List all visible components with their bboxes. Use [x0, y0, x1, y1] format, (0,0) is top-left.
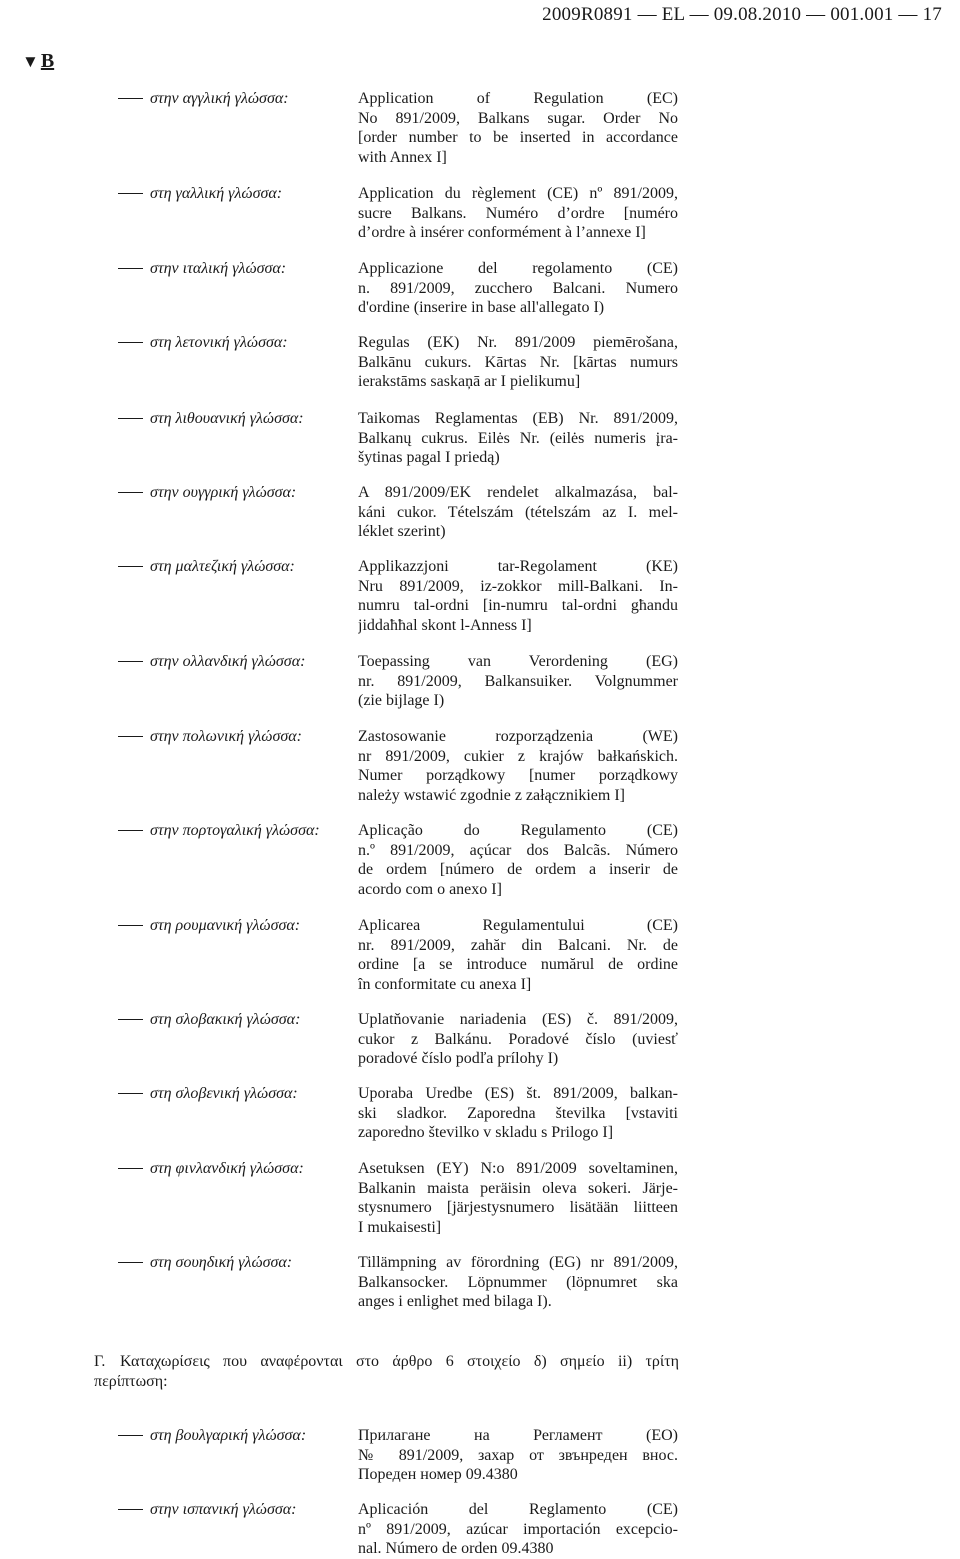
language-label: [118, 652, 305, 672]
entry-text-line: należy wstawić zgodnie z załącznikiem I]: [358, 787, 625, 805]
entry-text-line: poradové číslo podľa prílohy I): [358, 1050, 559, 1068]
entry-text-line: nº 891/2009, azúcar importación excepcio-: [358, 1520, 678, 1538]
entry-text-line: Пореден номер 09.4380: [358, 1466, 518, 1484]
entry-text-line: Application of Regulation (EC): [358, 90, 678, 107]
language-name: στη ρουμανική γλώσσα:: [150, 917, 301, 934]
entry-text: [358, 1159, 678, 1238]
entry-text-line: nal. Número de orden 09.4380: [358, 1540, 554, 1558]
em-dash-rule: [118, 661, 143, 662]
marker-label: B: [40, 50, 55, 72]
entry-text: [358, 259, 678, 318]
language-label: [118, 409, 304, 429]
entry-text-line: ski sladkor. Zaporedna številka [vstaviti: [358, 1104, 678, 1122]
entry-text-line: stysnumero [järjestysnumero lisätään liitteen: [358, 1199, 678, 1217]
entry-text: [358, 821, 678, 900]
entry-text-line: № 891/2009, захар от звънреден внос.: [358, 1446, 678, 1464]
em-dash-rule: [118, 830, 143, 831]
entry-text-line: Application du règlement (CE) nº 891/2009,: [358, 185, 678, 202]
entry-text-line: jiddaħħal skont l-Anness I]: [358, 617, 532, 635]
section-heading-line-1: [94, 1352, 679, 1372]
entry-text: [358, 916, 678, 995]
entry-text: [358, 1253, 678, 1312]
entry-text-line: Nru 891/2009, iz-zokkor mill-Balkani. In-: [358, 577, 678, 595]
entry-text-line: d’ordre à insérer conformément à l’annexe I]: [358, 224, 646, 242]
entry-text-line: Tillämpning av förordning (EG) nr 891/2009,: [358, 1254, 678, 1271]
triangle-down-icon: ▼: [22, 52, 39, 71]
language-label: [118, 727, 302, 747]
entry-text-line: Balkanų cukrus. Eilės Nr. (eilės numeris įra-: [358, 429, 678, 447]
language-name: στη λετονική γλώσσα:: [150, 334, 288, 351]
language-name: στην ουγγρική γλώσσα:: [150, 484, 297, 501]
language-name: στην πορτογαλική γλώσσα:: [150, 822, 320, 839]
language-name: στην ιταλική γλώσσα:: [150, 260, 287, 277]
entry-text-line: A 891/2009/EK rendelet alkalmazása, bal-: [358, 484, 678, 501]
entry-text: [358, 652, 678, 711]
amendment-marker: [22, 50, 54, 73]
entry-text-line: cukor z Balkánu. Poradové číslo (uviesť: [358, 1030, 678, 1048]
entry-text-line: Прилагане на Регламент (ЕО): [358, 1427, 678, 1444]
entry-text-line: Zastosowanie rozporządzenia (WE): [358, 728, 678, 745]
entry-text-line: nr. 891/2009, zahăr din Balcani. Nr. de: [358, 936, 678, 954]
language-label: [118, 1010, 300, 1030]
em-dash-rule: [118, 193, 143, 194]
entry-text-line: nr. 891/2009, Balkansuiker. Volgnummer: [358, 672, 678, 690]
entry-text-line: I mukaisesti]: [358, 1219, 442, 1237]
em-dash-rule: [118, 98, 143, 99]
entry-text-line: šytinas pagal I priedą): [358, 449, 500, 467]
entry-text-line: Uporaba Uredbe (ES) št. 891/2009, balkan-: [358, 1085, 678, 1102]
entry-text-line: Balkansocker. Löpnummer (löpnumret ska: [358, 1273, 678, 1291]
entry-text: [358, 1010, 678, 1069]
entry-text: [358, 1084, 678, 1143]
language-name: στη βουλγαρική γλώσσα:: [150, 1427, 307, 1444]
entry-text: [358, 89, 678, 168]
entry-text-line: de ordem [número de ordem a inserir de: [358, 861, 678, 879]
entry-text: [358, 727, 678, 806]
language-label: [118, 333, 288, 353]
language-label: [118, 1426, 306, 1446]
em-dash-rule: [118, 1168, 143, 1169]
entry-text-line: Asetuksen (EY) N:o 891/2009 soveltaminen,: [358, 1160, 678, 1177]
language-label: [118, 1500, 296, 1520]
entry-text-line: Aplicación del Reglamento (CE): [358, 1501, 678, 1518]
entry-text: [358, 1426, 678, 1485]
entry-text-line: d'ordine (inserire in base all'allegato I): [358, 299, 605, 317]
entry-text-line: (zie bijlage I): [358, 692, 445, 710]
section-gamma: [94, 1352, 679, 1391]
language-label: [118, 483, 296, 503]
language-label: [118, 184, 282, 204]
entry-text: [358, 483, 678, 542]
entry-text-line: léklet szerint): [358, 523, 446, 541]
language-label: [118, 821, 320, 841]
entry-text: [358, 1500, 678, 1559]
entry-text-line: ordine [a se introduce numărul de ordine: [358, 956, 678, 974]
entry-text-line: Uplatňovanie nariadenia (ES) č. 891/2009,: [358, 1011, 678, 1028]
language-name: στη σλοβακική γλώσσα:: [150, 1011, 301, 1028]
language-label: [118, 916, 300, 936]
language-name: στη σλοβενική γλώσσα:: [150, 1085, 298, 1102]
section-heading-line-2: περίπτωση:: [94, 1372, 168, 1390]
section-heading-text: Καταχωρίσεις που αναφέρονται στο άρθρο 6 στοιχείο δ) σημείο ii) τρίτη: [120, 1353, 679, 1370]
entry-text-line: Balkanin maista peräisin oleva sokeri. Järje-: [358, 1179, 678, 1197]
entry-text-line: Applicazione del regolamento (CE): [358, 260, 678, 277]
entry-text-line: with Annex I]: [358, 149, 447, 167]
language-name: στη λιθουανική γλώσσα:: [150, 410, 304, 427]
section-letter: Γ.: [94, 1353, 106, 1370]
entry-text-line: anges i enlighet med bilaga I).: [358, 1293, 552, 1311]
em-dash-rule: [118, 342, 143, 343]
em-dash-rule: [118, 1435, 143, 1436]
entry-text-line: nr 891/2009, cukier z krajów bałkańskich.: [358, 747, 678, 765]
entry-text-line: în conformitate cu anexa I]: [358, 976, 532, 994]
entry-text-line: acordo com o anexo I]: [358, 881, 502, 899]
language-name: στην αγγλική γλώσσα:: [150, 90, 289, 107]
em-dash-rule: [118, 1509, 143, 1510]
entry-text-line: [order number to be inserted in accordance: [358, 129, 678, 147]
language-name: στη σουηδική γλώσσα:: [150, 1254, 293, 1271]
entry-text-line: Aplicação do Regulamento (CE): [358, 822, 678, 839]
entry-text-line: Balkānu cukurs. Kārtas Nr. [kārtas numurs: [358, 353, 678, 371]
document-reference-header: 2009R0891 — EL — 09.08.2010 — 001.001 — 17: [542, 4, 942, 25]
em-dash-rule: [118, 925, 143, 926]
entry-text-line: zaporedno številko v skladu s Prilogo I]: [358, 1124, 614, 1142]
entry-text: [358, 333, 678, 392]
entry-text-line: n.º 891/2009, açúcar dos Balcãs. Número: [358, 841, 678, 859]
language-label: [118, 557, 295, 577]
entry-text: [358, 184, 678, 243]
entry-text-line: numru tal-ordni [in-numru tal-ordni għandu: [358, 597, 678, 615]
entry-text: [358, 557, 678, 636]
language-label: [118, 259, 286, 279]
entry-text-line: ierakstāms saskaņā ar I pielikumu]: [358, 373, 581, 391]
entry-text-line: n. 891/2009, zucchero Balcani. Numero: [358, 279, 678, 297]
entry-text-line: Applikazzjoni tar-Regolament (KE): [358, 558, 678, 575]
entry-text-line: Numer porządkowy [numer porządkowy: [358, 767, 678, 785]
em-dash-rule: [118, 1262, 143, 1263]
language-name: στη γαλλική γλώσσα:: [150, 185, 283, 202]
language-label: [118, 1159, 304, 1179]
entry-text-line: Taikomas Reglamentas (EB) Nr. 891/2009,: [358, 410, 678, 427]
em-dash-rule: [118, 418, 143, 419]
language-label: [118, 1084, 298, 1104]
entry-text-line: No 891/2009, Balkans sugar. Order No: [358, 109, 678, 127]
language-label: [118, 1253, 292, 1273]
language-name: στην ολλανδική γλώσσα:: [150, 653, 306, 670]
em-dash-rule: [118, 1093, 143, 1094]
language-name: στην πολωνική γλώσσα:: [150, 728, 302, 745]
language-name: στη φινλανδική γλώσσα:: [150, 1160, 304, 1177]
em-dash-rule: [118, 492, 143, 493]
entry-text: [358, 409, 678, 468]
language-name: στη μαλτεζική γλώσσα:: [150, 558, 295, 575]
language-name: στην ισπανική γλώσσα:: [150, 1501, 297, 1518]
entry-text-line: káni cukor. Tételszám (tételszám az I. mel-: [358, 503, 678, 521]
entry-text-line: Toepassing van Verordening (EG): [358, 653, 678, 670]
em-dash-rule: [118, 268, 143, 269]
em-dash-rule: [118, 736, 143, 737]
language-label: [118, 89, 289, 109]
em-dash-rule: [118, 1019, 143, 1020]
entry-text-line: Aplicarea Regulamentului (CE): [358, 917, 678, 934]
em-dash-rule: [118, 566, 143, 567]
entry-text-line: sucre Balkans. Numéro d’ordre [numéro: [358, 204, 678, 222]
entry-text-line: Regulas (EK) Nr. 891/2009 piemērošana,: [358, 334, 678, 351]
